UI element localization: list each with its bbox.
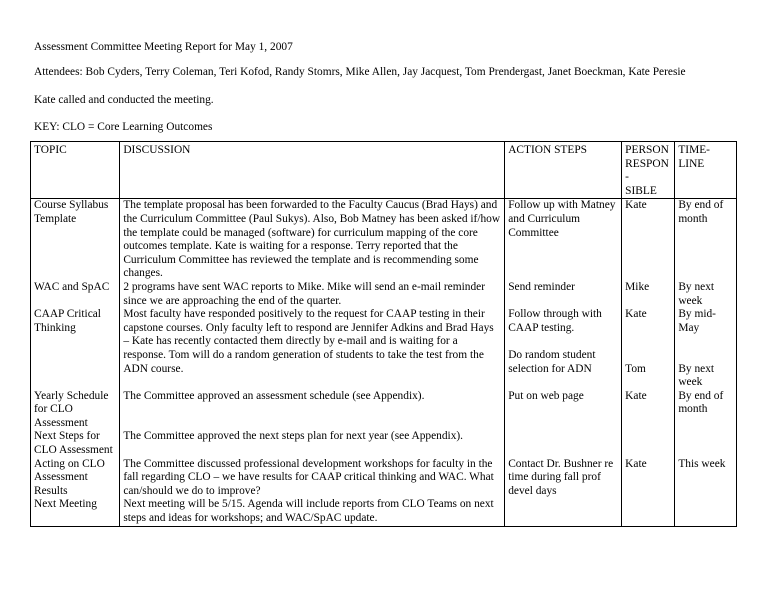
person-name: Kate [625,308,647,321]
cell-gap [625,349,671,363]
table-row [31,430,737,457]
table-row [31,498,737,526]
discussion-cell: The Committee approved an assessment schedule (see Appendix). [120,390,505,431]
column-header-discussion: DISCUSSION [120,142,505,199]
timeline-cell [675,498,737,526]
column-header-action-steps: ACTION STEPS [505,142,622,199]
timeline-entry: By next week [678,362,715,389]
action-cell: Send reminder [505,281,622,308]
action-cell [505,430,622,457]
person-cell [622,430,675,457]
column-header-topic: TOPIC [31,142,120,199]
topic-cell: WAC and SpAC [31,281,120,308]
table-header-row [31,142,737,199]
cell-gap [678,335,733,349]
action-step: Do random student selection for ADN [508,348,596,375]
cell-gap [508,335,618,349]
topic-cell: Course Syllabus Template [31,199,120,281]
person-cell: Kate [622,458,675,499]
person-header-line: RESPON- [625,157,669,184]
timeline-cell: This week [675,458,737,499]
action-cell: Contact Dr. Bushner re time during fall prof devel days [505,458,622,499]
meeting-conductor-line: Kate called and conducted the meeting. [34,94,214,106]
topic-cell: Acting on CLO Assessment Results [31,458,120,499]
cell-gap [625,322,671,336]
person-name: Tom [625,362,646,375]
table-row [31,458,737,499]
meeting-table [30,141,737,527]
topic-cell: Next Meeting [31,498,120,526]
table-row [31,199,737,281]
person-cell: Kate [622,390,675,431]
cell-gap [625,335,671,349]
topic-cell: Yearly Schedule for CLO Assessment [31,390,120,431]
timeline-cell: By end of month [675,390,737,431]
action-cell: Follow up with Matney and Curriculum Committee [505,199,622,281]
column-header-person-responsible [622,142,675,199]
person-cell [622,308,675,390]
timeline-cell [675,308,737,390]
attendees-line: Attendees: Bob Cyders, Terry Coleman, Teri Kofod, Randy Stomrs, Mike Allen, Jay Jacquest, Tom Prendergast, Janet Boeckman, Kate Peresie [34,66,686,78]
action-cell [505,498,622,526]
person-header-line: PERSON [625,144,669,156]
table-row [31,308,737,390]
action-cell: Put on web page [505,390,622,431]
discussion-cell: The template proposal has been forwarded to the Faculty Caucus (Brad Hays) and the Curriculum Committee (Paul Sukys). Also, Bob Matney has been asked if/how the template could be managed (software) for curriculum mapping of the core outcomes template. Kate is waiting for a response. Terry reported that the Curriculum Committee has reviewed the template and is recommending some changes. [120,199,505,281]
timeline-entry: By mid-May [678,308,716,334]
topic-cell: Next Steps for CLO Assessment [31,430,120,457]
timeline-cell: By end of month [675,199,737,281]
person-cell [622,498,675,526]
table-row [31,390,737,431]
action-step: Follow through with CAAP testing. [508,308,602,334]
topic-cell: CAAP Critical Thinking [31,308,120,390]
timeline-cell [675,430,737,457]
key-line: KEY: CLO = Core Learning Outcomes [34,121,213,133]
column-header-timeline: TIME-LINE [675,142,737,199]
person-header-line: SIBLE [625,184,657,197]
report-title: Assessment Committee Meeting Report for May 1, 2007 [34,41,293,53]
cell-gap [678,349,733,363]
table-row [31,281,737,308]
discussion-cell: The Committee discussed professional development workshops for faculty in the fall regarding CLO – we have results for CAAP critical thinking and WAC. What can/should we do to improve? [120,458,505,499]
person-cell: Mike [622,281,675,308]
discussion-cell: 2 programs have sent WAC reports to Mike. Mike will send an e-mail reminder since we are approaching the end of the quarter. [120,281,505,308]
discussion-cell: Most faculty have responded positively to the request for CAAP testing in their capstone courses. Only faculty left to respond are Jennifer Adkins and Brad Hays – Kate has recently contacted them directly by e-mail and is waiting for a response. Tom will do a random generation of students to take the test from the ADN course. [120,308,505,390]
discussion-cell: Next meeting will be 5/15. Agenda will include reports from CLO Teams on next steps and ideas for workshops; and WAC/SpAC update. [120,498,505,526]
discussion-cell: The Committee approved the next steps plan for next year (see Appendix). [120,430,505,457]
person-cell: Kate [622,199,675,281]
timeline-cell: By next week [675,281,737,308]
action-cell [505,308,622,390]
